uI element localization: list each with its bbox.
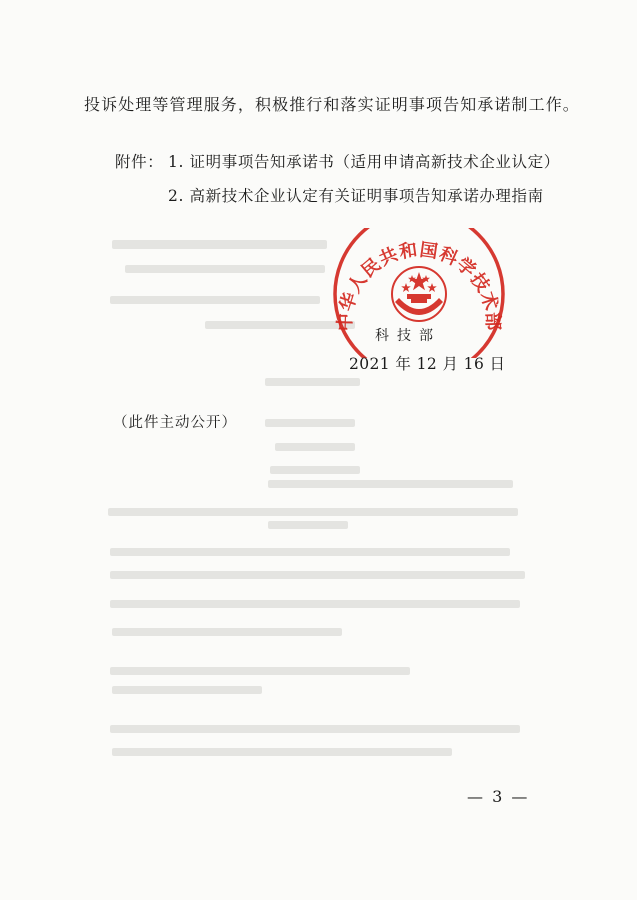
disclosure-note: （此件主动公开）	[113, 415, 237, 431]
attachment-item-2: 2. 高新技术企业认定有关证明事项告知承诺办理指南	[168, 187, 544, 205]
attachments-label: 附件：	[115, 153, 164, 171]
seal-ring-text: 中华人民共和国科学技术部	[334, 239, 504, 332]
signing-organization: 科技部	[375, 328, 441, 344]
page-number: — 3 —	[467, 787, 530, 806]
signing-date: 2021 年 12 月 16 日	[349, 355, 506, 373]
body-closing-paragraph: 投诉处理等管理服务，积极推行和落实证明事项告知承诺制工作。	[84, 95, 580, 114]
attachment-item-1: 1. 证明事项告知承诺书（适用申请高新技术企业认定）	[168, 153, 560, 171]
